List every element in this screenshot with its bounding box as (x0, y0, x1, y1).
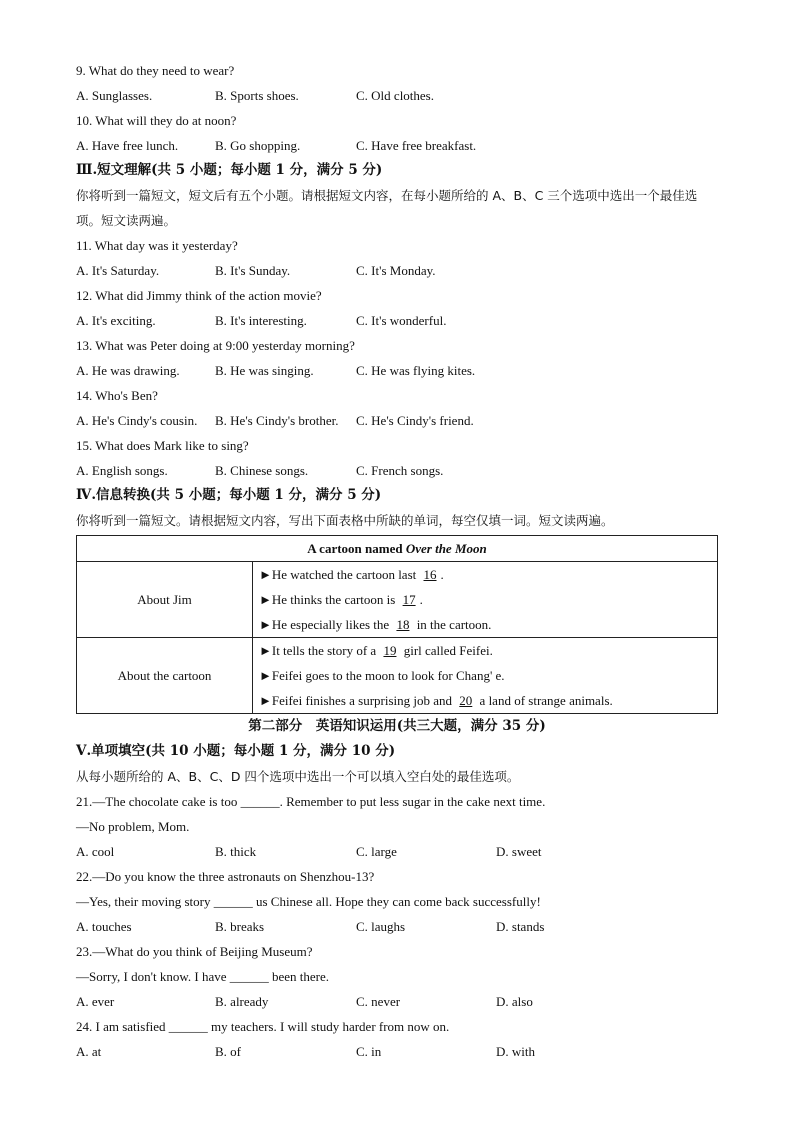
exam-page (76, 58, 718, 1064)
option-c: C. He's Cindy's friend. (356, 413, 474, 428)
section-4-heading: Ⅳ.信息转换(共 5 小题；每小题 1 分，满分 5 分) (76, 487, 382, 503)
option-c: C. Have free breakfast. (356, 138, 477, 153)
option-c: C. in (356, 1044, 382, 1059)
option-c: C. French songs. (356, 463, 444, 478)
cartoon-name: Over the Moon (405, 541, 487, 556)
question-22-line-1: 22.—Do you know the three astronauts on Shenzhou-13? (76, 869, 375, 884)
section-5-instructions: 从每小题所给的 A、B、C、D 四个选项中选出一个可以填入空白处的最佳选项。 (76, 769, 520, 784)
question-13-options (76, 358, 718, 383)
option-a: A. cool (76, 844, 115, 859)
option-a: A. English songs. (76, 463, 168, 478)
row-label-jim: About Jim (77, 562, 253, 638)
table-line-moon: ►Feifei goes to the moon to look for Chang' e. (259, 668, 505, 683)
option-a: A. Have free lunch. (76, 138, 179, 153)
option-b: B. It's interesting. (215, 313, 307, 328)
question-22-line-2: —Yes, their moving story ______ us Chinese all. Hope they can come back successfully! (76, 894, 541, 909)
question-21-line-1: 21.—The chocolate cake is too ______. Remember to put less sugar in the cake next time. (76, 794, 546, 809)
question-21-options (76, 839, 718, 864)
row-cartoon-content (253, 638, 718, 714)
table-line-16: ►He watched the cartoon last 16 . (253, 562, 717, 587)
question-21-line-2: —No problem, Mom. (76, 819, 190, 834)
table-line-17: ►He thinks the cartoon is 17 . (253, 587, 717, 612)
table-line-19: ►It tells the story of a 19 girl called Feifei. (253, 638, 717, 663)
option-a: A. He's Cindy's cousin. (76, 413, 198, 428)
question-10: 10. What will they do at noon? (76, 113, 237, 128)
blank-17: 17 (402, 592, 416, 607)
option-c: C. It's Monday. (356, 263, 436, 278)
option-b: B. of (215, 1044, 241, 1059)
question-15: 15. What does Mark like to sing? (76, 438, 249, 453)
section-3-instructions: 你将听到一篇短文，短文后有五个小题。请根据短文内容，在每小题所给的 A、B、C 三个选项中选出一个最佳选项。短文读两遍。 (76, 188, 698, 228)
question-9-options (76, 83, 718, 108)
section-4-instructions: 你将听到一篇短文。请根据短文内容，写出下面表格中所缺的单词，每空仅填一词。短文读两遍。 (76, 513, 614, 528)
question-12: 12. What did Jimmy think of the action movie? (76, 288, 322, 303)
section-3-heading: Ⅲ.短文理解(共 5 小题；每小题 1 分，满分 5 分) (76, 162, 383, 178)
option-b: B. thick (215, 844, 257, 859)
blank-19: 19 (383, 643, 397, 658)
option-b: B. He was singing. (215, 363, 314, 378)
option-c: C. He was flying kites. (356, 363, 476, 378)
section-5-heading: Ⅴ.单项填空(共 10 小题；每小题 1 分，满分 10 分) (76, 743, 396, 759)
option-b: B. Go shopping. (215, 138, 301, 153)
question-13: 13. What was Peter doing at 9:00 yesterday morning? (76, 338, 355, 353)
option-c: C. laughs (356, 919, 406, 934)
question-23-options (76, 989, 718, 1014)
option-d: D. with (496, 1044, 535, 1059)
option-d: D. sweet (496, 844, 542, 859)
table-line-20: ►Feifei finishes a surprising job and 20 a land of strange animals. (253, 688, 717, 713)
question-23-line-2: —Sorry, I don't know. I have ______ been there. (76, 969, 330, 984)
option-a: A. It's Saturday. (76, 263, 160, 278)
question-14-options (76, 408, 718, 433)
option-b: B. Chinese songs. (215, 463, 309, 478)
question-23-line-1: 23.—What do you think of Beijing Museum? (76, 944, 313, 959)
option-c: C. It's wonderful. (356, 313, 447, 328)
option-d: D. stands (496, 919, 545, 934)
question-24-line-1: 24. I am satisfied ______ my teachers. I will study harder from now on. (76, 1019, 450, 1034)
option-c: C. Old clothes. (356, 88, 434, 103)
blank-18: 18 (396, 617, 410, 632)
question-11: 11. What day was it yesterday? (76, 238, 238, 253)
option-b: B. It's Sunday. (215, 263, 291, 278)
blank-20: 20 (459, 693, 473, 708)
option-b: B. breaks (215, 919, 265, 934)
option-d: D. also (496, 994, 533, 1009)
option-b: B. Sports shoes. (215, 88, 299, 103)
option-b: B. already (215, 994, 269, 1009)
question-9: 9. What do they need to wear? (76, 63, 235, 78)
option-a: A. He was drawing. (76, 363, 180, 378)
option-a: A. ever (76, 994, 115, 1009)
option-c: C. large (356, 844, 397, 859)
option-a: A. It's exciting. (76, 313, 156, 328)
option-a: A. at (76, 1044, 102, 1059)
blank-16: 16 (423, 567, 437, 582)
question-14: 14. Who's Ben? (76, 388, 158, 403)
table-title: A cartoon named Over the Moon (77, 536, 718, 562)
question-11-options (76, 258, 718, 283)
question-24-options (76, 1039, 718, 1064)
row-jim-content (253, 562, 718, 638)
option-c: C. never (356, 994, 401, 1009)
part-2-heading: 第二部分 英语知识运用(共三大题，满分 35 分) (248, 718, 546, 734)
option-b: B. He's Cindy's brother. (215, 413, 339, 428)
info-table (76, 535, 718, 714)
option-a: A. touches (76, 919, 132, 934)
question-12-options (76, 308, 718, 333)
question-15-options (76, 458, 718, 483)
table-line-18: ►He especially likes the 18 in the cartoon. (253, 612, 717, 637)
question-10-options (76, 133, 718, 158)
question-22-options (76, 914, 718, 939)
option-a: A. Sunglasses. (76, 88, 153, 103)
row-label-cartoon: About the cartoon (77, 638, 253, 714)
